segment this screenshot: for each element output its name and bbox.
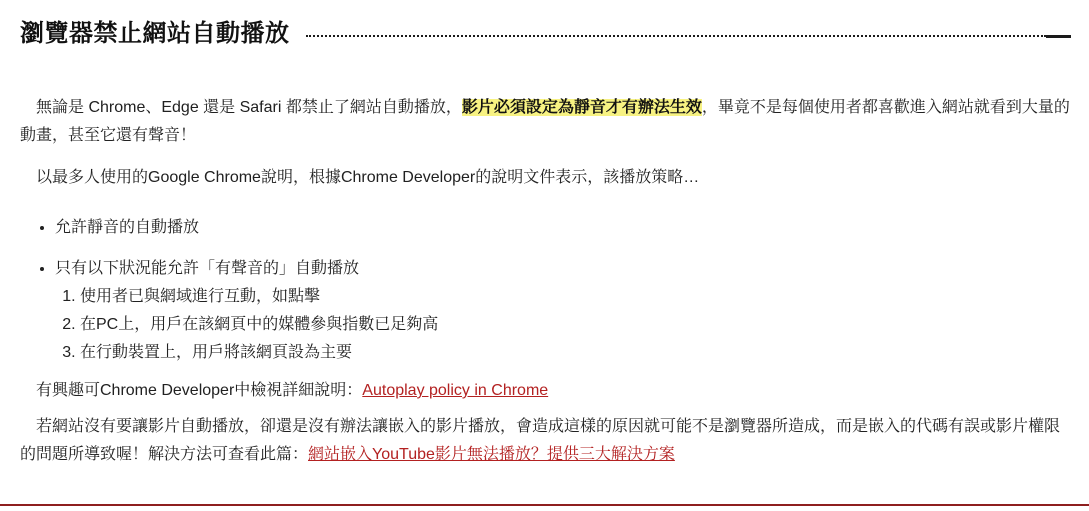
condition-item-mobile-homescreen: 3. 在行動裝置上，用戶將該網頁設為主要 bbox=[80, 339, 1071, 367]
heading-rule-end-cap bbox=[1046, 35, 1071, 38]
section-title: 瀏覽器禁止網站自動播放 bbox=[20, 20, 290, 47]
more-info-text: 有興趣可Chrome Developer中檢視詳細說明： bbox=[36, 382, 363, 399]
list-item-muted-autoplay: • 允許靜音的自動播放 bbox=[55, 214, 1071, 242]
chrome-policy-paragraph: 以最多人使用的Google Chrome說明，根據Chrome Developer的說明文件表示，該播放策略… bbox=[36, 169, 700, 186]
heading-dotted-rule bbox=[306, 35, 1047, 37]
sound-autoplay-conditions-list bbox=[55, 283, 1071, 367]
autoplay-policy-list bbox=[20, 214, 1071, 367]
intro-text-post: ，畢竟不是每個使用者都喜歡進入網站就看到大量的動畫，甚至它還有聲音！ bbox=[20, 99, 1070, 144]
troubleshoot-paragraph bbox=[20, 413, 1071, 469]
troubleshoot-text: 若網站沒有要讓影片自動播放，卻還是沒有辦法讓嵌入的影片播放，會造成這樣的原因就可能不是瀏覽器所造成，而是嵌入的代碼有誤或影片權限的問題所導致喔！解決方法可查看此篇： bbox=[20, 418, 1061, 463]
list-item-sound-autoplay bbox=[55, 255, 1071, 367]
intro-text-pre: 無論是 Chrome、Edge 還是 Safari 都禁止了網站自動播放， bbox=[36, 99, 462, 116]
youtube-embed-fix-link[interactable]: 網站嵌入YouTube影片無法播放？提供三大解決方案 bbox=[308, 446, 675, 463]
list-item-sound-autoplay-label: 只有以下狀況能允許「有聲音的」自動播放 bbox=[55, 260, 360, 277]
condition-item-user-interaction: 1. 使用者已與網域進行互動，如點擊 bbox=[80, 283, 1071, 311]
intro-paragraph bbox=[20, 94, 1071, 150]
section-heading-row bbox=[20, 20, 1071, 48]
condition-item-media-engagement: 2. 在PC上，用戶在該網頁中的媒體參與指數已足夠高 bbox=[80, 311, 1071, 339]
more-info-paragraph bbox=[20, 377, 1071, 405]
autoplay-policy-link[interactable]: Autoplay policy in Chrome bbox=[362, 382, 549, 399]
bottom-divider-rule bbox=[0, 504, 1089, 506]
highlighted-phrase: 影片必須設定為靜音才有辦法生效 bbox=[461, 99, 702, 116]
